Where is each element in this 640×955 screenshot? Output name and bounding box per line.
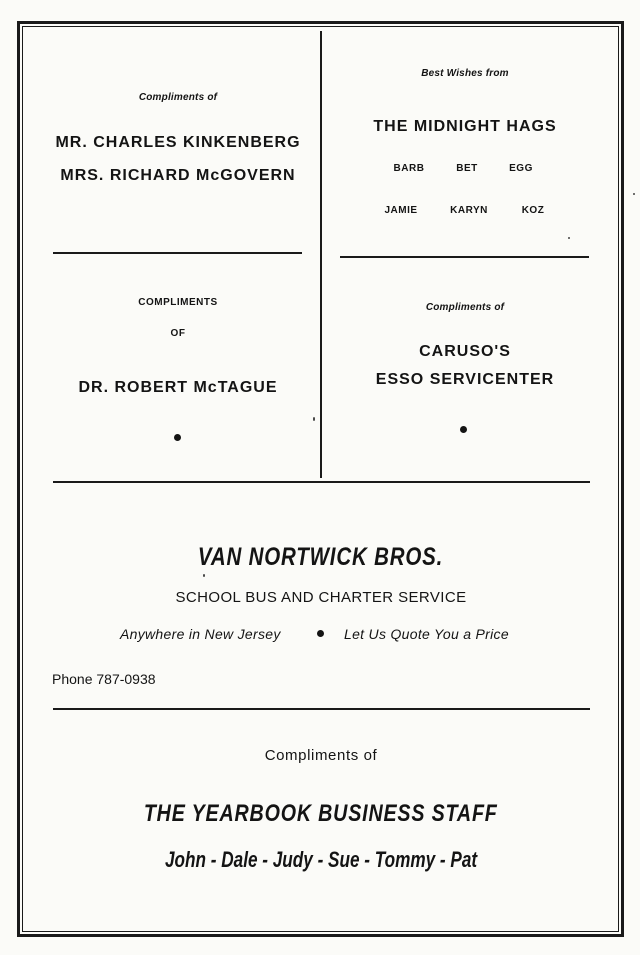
- ad-tagline-right: Let Us Quote You a Price: [344, 626, 509, 642]
- ad-subtitle: SCHOOL BUS AND CHARTER SERVICE: [175, 589, 467, 606]
- ad-intro-line1: COMPLIMENTS: [138, 297, 218, 308]
- ad-intro: Best Wishes from: [421, 68, 509, 79]
- member-name: BARB: [393, 163, 425, 174]
- ad-intro: Compliments of: [138, 92, 218, 103]
- ad-name-line1: CARUSO'S: [419, 343, 511, 360]
- bullet-icon: [460, 426, 467, 433]
- ad-title-wrap: [71, 800, 571, 828]
- ad-title: THE MIDNIGHT HAGS: [373, 118, 557, 135]
- bullet-icon: [174, 434, 181, 441]
- ad-phone: Phone 787-0938: [52, 671, 156, 687]
- ad-tagline-left: Anywhere in New Jersey: [120, 626, 281, 642]
- ad-name-line2: ESSO SERVICENTER: [375, 371, 555, 388]
- member-name: BET: [456, 163, 478, 174]
- divider-full-lower: [53, 708, 590, 710]
- scan-speck: [313, 417, 315, 421]
- member-name: EGG: [509, 163, 533, 174]
- staff-names-wrap: [71, 847, 571, 873]
- member-name: KARYN: [450, 205, 488, 216]
- ad-title-wrap: [121, 543, 521, 572]
- member-name: JAMIE: [384, 205, 418, 216]
- ad-name-line2: MRS. RICHARD McGOVERN: [60, 167, 296, 184]
- bullet-icon: [317, 630, 324, 637]
- divider-right-middle: [340, 256, 589, 258]
- divider-full-upper: [53, 481, 590, 483]
- ad-intro: Compliments of: [264, 747, 378, 764]
- ad-intro: Compliments of: [425, 302, 505, 313]
- divider-left-middle: [53, 252, 302, 254]
- vertical-divider: [320, 31, 322, 478]
- ad-name-line1: MR. CHARLES KINKENBERG: [55, 134, 301, 151]
- scan-speck: [203, 574, 205, 577]
- ad-intro-line2: OF: [170, 328, 186, 339]
- ad-name: DR. ROBERT McTAGUE: [78, 379, 278, 396]
- ad-title: VAN NORTWICK BROS.: [198, 543, 444, 571]
- staff-names: John - Dale - Judy - Sue - Tommy - Pat: [164, 847, 478, 872]
- scan-speck: [568, 237, 570, 239]
- scan-speck: [633, 193, 635, 195]
- ad-title: THE YEARBOOK BUSINESS STAFF: [144, 800, 498, 827]
- member-name: KOZ: [521, 205, 545, 216]
